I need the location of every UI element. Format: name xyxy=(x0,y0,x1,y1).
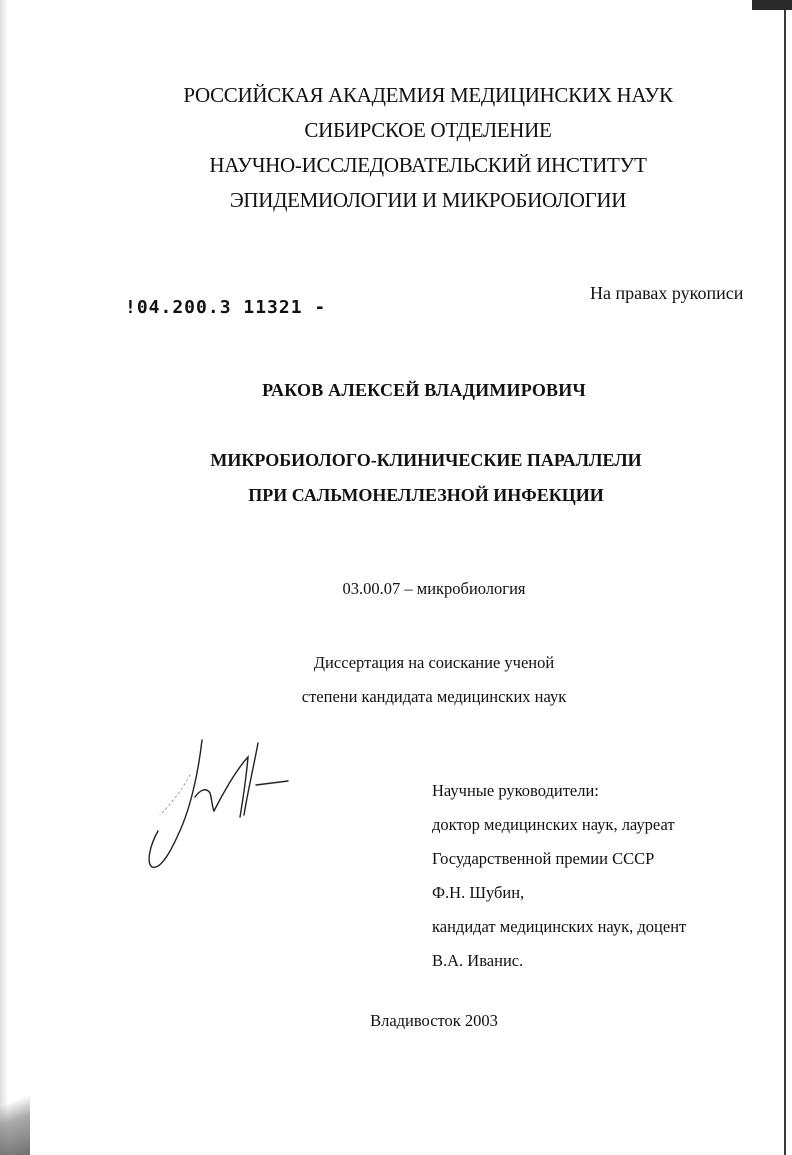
institution-header xyxy=(32,78,792,218)
degree-statement xyxy=(38,646,792,714)
degree-line: Диссертация на соискание ученой xyxy=(313,653,555,672)
city-year: Владивосток 2003 xyxy=(370,1011,498,1030)
supervisors-line: Государственной премии СССР xyxy=(432,849,655,868)
specialty-code: 03.00.07 – микробиология xyxy=(342,579,526,598)
library-stamp-number: !04.200.3 11321 - xyxy=(125,297,327,318)
scan-top-edge xyxy=(752,0,792,10)
supervisors-line: В.А. Иванис. xyxy=(432,951,524,970)
scan-left-edge xyxy=(0,0,8,1155)
supervisors-line: доктор медицинских наук, лауреат xyxy=(432,815,675,834)
dissertation-title xyxy=(30,443,792,513)
institution-line: СИБИРСКОЕ ОТДЕЛЕНИЕ xyxy=(304,118,552,142)
supervisors-line: кандидат медицинских наук, доцент xyxy=(432,917,687,936)
supervisors-line: Научные руководители: xyxy=(432,781,599,800)
institution-line: РОССИЙСКАЯ АКАДЕМИЯ МЕДИЦИНСКИХ НАУК xyxy=(183,83,673,107)
author-name: РАКОВ АЛЕКСЕЙ ВЛАДИМИРОВИЧ xyxy=(262,380,586,400)
scan-corner-shadow xyxy=(0,1065,30,1155)
handwritten-signature xyxy=(140,735,310,875)
supervisors-line: Ф.Н. Шубин, xyxy=(432,883,525,902)
supervisors-block xyxy=(432,774,686,978)
title-line: ПРИ САЛЬМОНЕЛЛЕЗНОЙ ИНФЕКЦИИ xyxy=(248,485,604,505)
institution-line: ЭПИДЕМИОЛОГИИ И МИКРОБИОЛОГИИ xyxy=(229,188,627,212)
institution-line: НАУЧНО-ИССЛЕДОВАТЕЛЬСКИЙ ИНСТИТУТ xyxy=(209,153,647,177)
rights-note: На правах рукописи xyxy=(590,283,744,303)
degree-line: степени кандидата медицинских наук xyxy=(301,687,567,706)
title-line: МИКРОБИОЛОГО-КЛИНИЧЕСКИЕ ПАРАЛЛЕЛИ xyxy=(210,450,642,470)
